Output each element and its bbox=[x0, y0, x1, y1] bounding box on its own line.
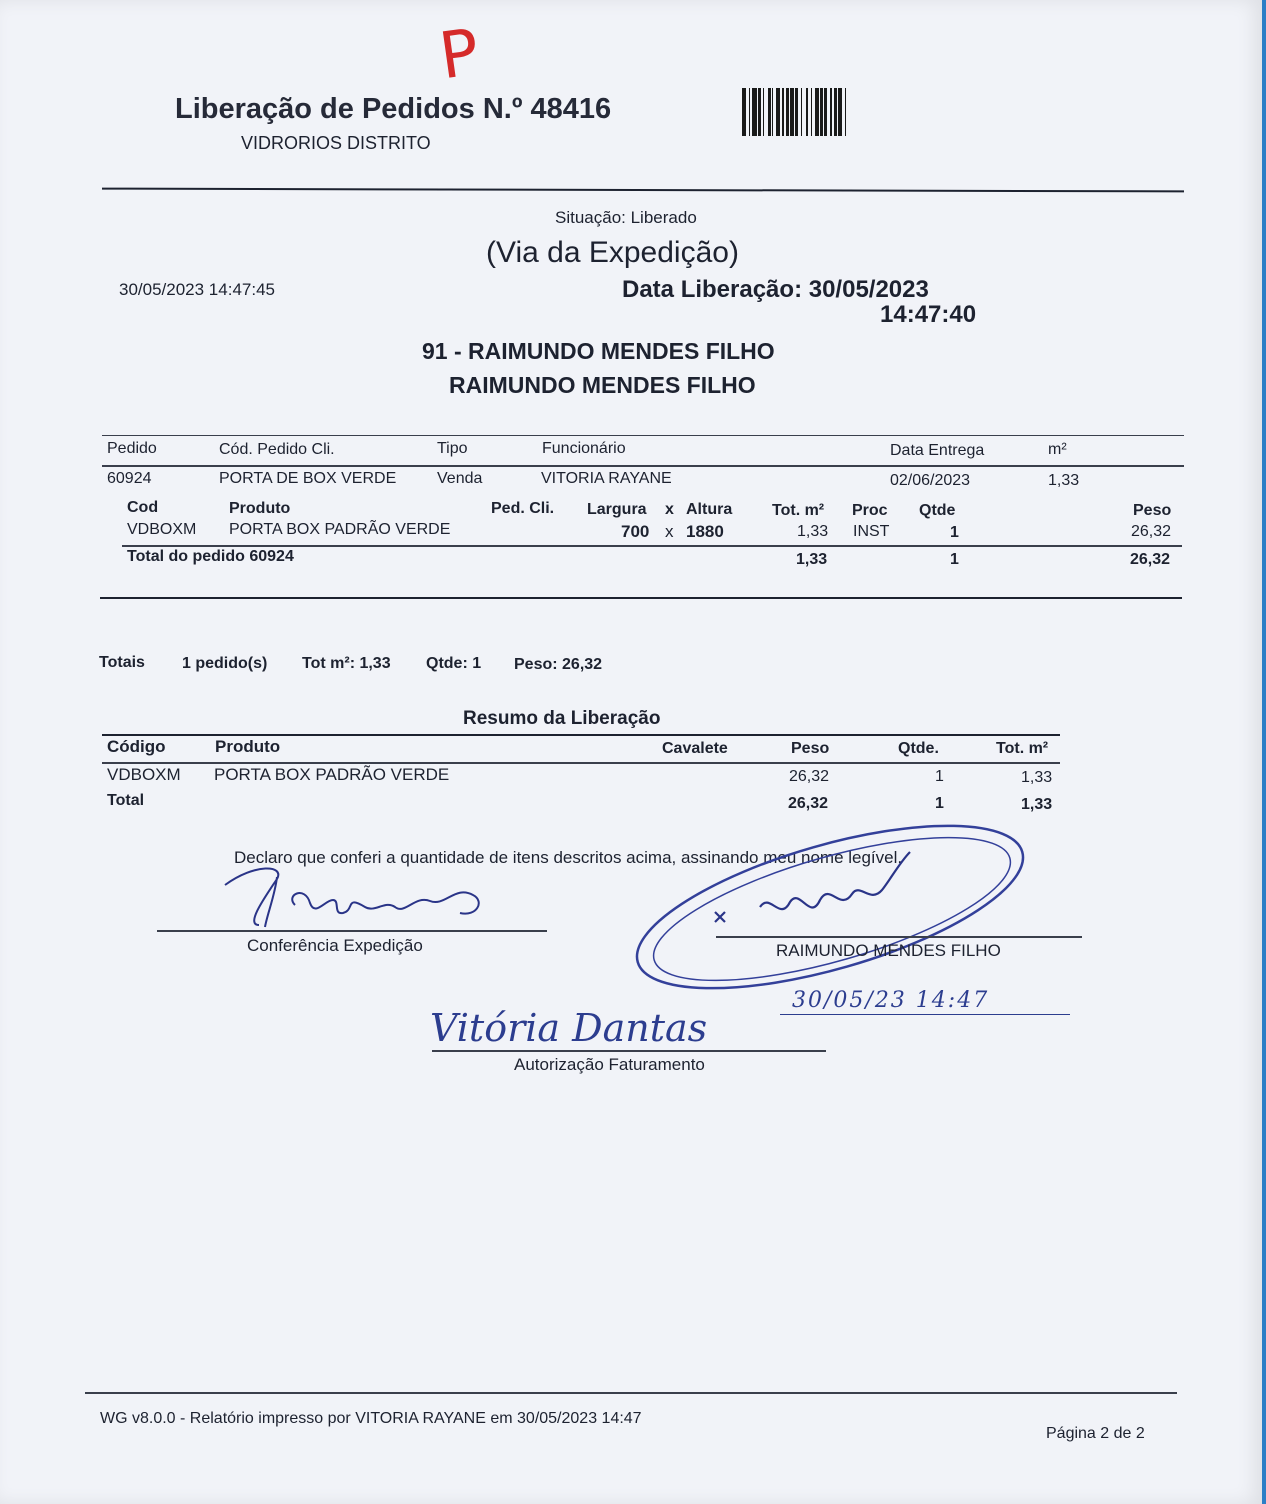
order-cell-tipo: Venda bbox=[437, 470, 483, 487]
company-name: VIDRORIOS DISTRITO bbox=[241, 133, 431, 153]
via-title: (Via da Expedição) bbox=[486, 236, 739, 269]
resumo-cell-qtde: 1 bbox=[935, 768, 944, 785]
item-header-qtde: Qtde bbox=[919, 502, 956, 519]
order-header-pedido: Pedido bbox=[107, 440, 157, 457]
order-cell-cod-cli: PORTA DE BOX VERDE bbox=[219, 470, 397, 487]
totais-m2: Tot m²: 1,33 bbox=[302, 655, 391, 672]
item-cell-altura: 1880 bbox=[686, 522, 724, 541]
resumo-top-rule bbox=[102, 734, 1060, 736]
item-cell-cod: VDBOXM bbox=[127, 521, 197, 538]
item-header-x: x bbox=[665, 501, 674, 518]
conferencia-label: Conferência Expedição bbox=[247, 936, 423, 955]
footer-printed-by: WG v8.0.0 - Relatório impresso por VITORIA RAYANE em 30/05/2023 14:47 bbox=[100, 1410, 642, 1427]
resumo-total-peso: 26,32 bbox=[788, 795, 829, 812]
resumo-header-rule bbox=[102, 762, 1060, 764]
item-header-largura: Largura bbox=[587, 501, 647, 518]
data-liberacao-time: 14:47:40 bbox=[880, 301, 977, 328]
resumo-header-tot-m2: Tot. m² bbox=[996, 740, 1049, 757]
item-cell-qtde: 1 bbox=[950, 524, 959, 541]
totais-qtde: Qtde: 1 bbox=[426, 655, 482, 672]
declaration-text: Declaro que conferi a quantidade de itens descritos acima, assinando meu nome legível. bbox=[234, 848, 903, 867]
autorizacao-line bbox=[432, 1050, 826, 1052]
document-title: Liberação de Pedidos N.º 48416 bbox=[175, 93, 612, 125]
item-cell-largura: 700 bbox=[621, 522, 650, 541]
resumo-header-qtde: Qtde. bbox=[898, 740, 939, 757]
item-header-altura: Altura bbox=[686, 501, 733, 518]
order-header-tipo: Tipo bbox=[437, 440, 468, 457]
data-liberacao: Data Liberação: 30/05/2023 bbox=[622, 276, 929, 303]
item-header-proc: Proc bbox=[852, 502, 888, 519]
autorizacao-label: Autorização Faturamento bbox=[514, 1055, 705, 1074]
order-table-top-rule bbox=[102, 435, 1184, 436]
item-total-m2: 1,33 bbox=[796, 551, 828, 568]
cliente-line bbox=[716, 936, 1082, 938]
handwritten-date-line bbox=[780, 1014, 1070, 1015]
totais-label: Totais bbox=[99, 654, 145, 671]
resumo-cell-produto: PORTA BOX PADRÃO VERDE bbox=[214, 765, 450, 784]
resumo-cell-codigo: VDBOXM bbox=[107, 765, 181, 784]
item-cell-x: x bbox=[665, 522, 674, 541]
resumo-header-peso: Peso bbox=[791, 740, 830, 757]
barcode bbox=[742, 88, 934, 136]
situacao-text: Situação: Liberado bbox=[555, 208, 697, 227]
item-header-tot-m2: Tot. m² bbox=[772, 502, 825, 519]
item-cell-produto: PORTA BOX PADRÃO VERDE bbox=[229, 521, 451, 538]
item-total-peso: 26,32 bbox=[1130, 551, 1171, 568]
resumo-total-qtde: 1 bbox=[935, 795, 944, 812]
item-total-rule bbox=[122, 545, 1182, 547]
item-total-label: Total do pedido 60924 bbox=[127, 548, 294, 565]
order-cell-funcionario: VITORIA RAYANE bbox=[541, 470, 672, 487]
totais-pedidos: 1 pedido(s) bbox=[182, 655, 268, 672]
item-header-produto: Produto bbox=[229, 500, 291, 517]
client-line-2: RAIMUNDO MENDES FILHO bbox=[449, 372, 756, 398]
totais-peso: Peso: 26,32 bbox=[514, 656, 603, 673]
order-header-funcionario: Funcionário bbox=[542, 440, 626, 457]
item-header-peso: Peso bbox=[1133, 502, 1172, 519]
item-cell-peso: 26,32 bbox=[1131, 523, 1172, 540]
order-cell-pedido: 60924 bbox=[107, 470, 152, 487]
item-total-qtde: 1 bbox=[950, 551, 959, 568]
order-header-m2: m² bbox=[1048, 441, 1067, 458]
resumo-cell-peso: 26,32 bbox=[789, 768, 830, 785]
item-header-ped-cli: Ped. Cli. bbox=[491, 500, 555, 517]
footer-rule bbox=[85, 1392, 1177, 1394]
divider-mid bbox=[100, 597, 1182, 599]
handwritten-name: Vitória Dantas bbox=[430, 1006, 708, 1050]
red-mark: P bbox=[435, 15, 484, 95]
order-cell-data-entrega: 02/06/2023 bbox=[890, 472, 971, 489]
resumo-title: Resumo da Liberação bbox=[463, 708, 661, 729]
footer-page-number: Página 2 de 2 bbox=[1046, 1425, 1145, 1442]
cliente-label: RAIMUNDO MENDES FILHO bbox=[776, 941, 1001, 960]
item-cell-proc: INST bbox=[853, 523, 890, 540]
resumo-total-label: Total bbox=[107, 792, 145, 809]
item-cell-tot-m2: 1,33 bbox=[797, 523, 829, 540]
handwritten-date: 30/05/23 14:47 bbox=[792, 988, 990, 1013]
resumo-header-produto: Produto bbox=[215, 737, 281, 756]
conferencia-line bbox=[157, 930, 547, 932]
item-header-cod: Cod bbox=[127, 499, 159, 516]
resumo-header-cavalete: Cavalete bbox=[662, 740, 728, 757]
conferencia-signature bbox=[215, 855, 505, 935]
client-line-1: 91 - RAIMUNDO MENDES FILHO bbox=[422, 338, 775, 364]
resumo-header-codigo: Código bbox=[107, 737, 166, 756]
print-timestamp: 30/05/2023 14:47:45 bbox=[119, 280, 275, 299]
order-cell-m2: 1,33 bbox=[1048, 472, 1080, 489]
resumo-cell-tot-m2: 1,33 bbox=[1021, 769, 1053, 786]
client-signature-stamp bbox=[620, 812, 1040, 1002]
divider-top bbox=[102, 188, 1184, 193]
order-header-data-entrega: Data Entrega bbox=[890, 442, 985, 459]
order-header-rule bbox=[102, 465, 1184, 467]
barcode-bar bbox=[846, 88, 848, 136]
order-header-cod-cli: Cód. Pedido Cli. bbox=[219, 441, 335, 458]
resumo-total-tot-m2: 1,33 bbox=[1021, 796, 1053, 813]
